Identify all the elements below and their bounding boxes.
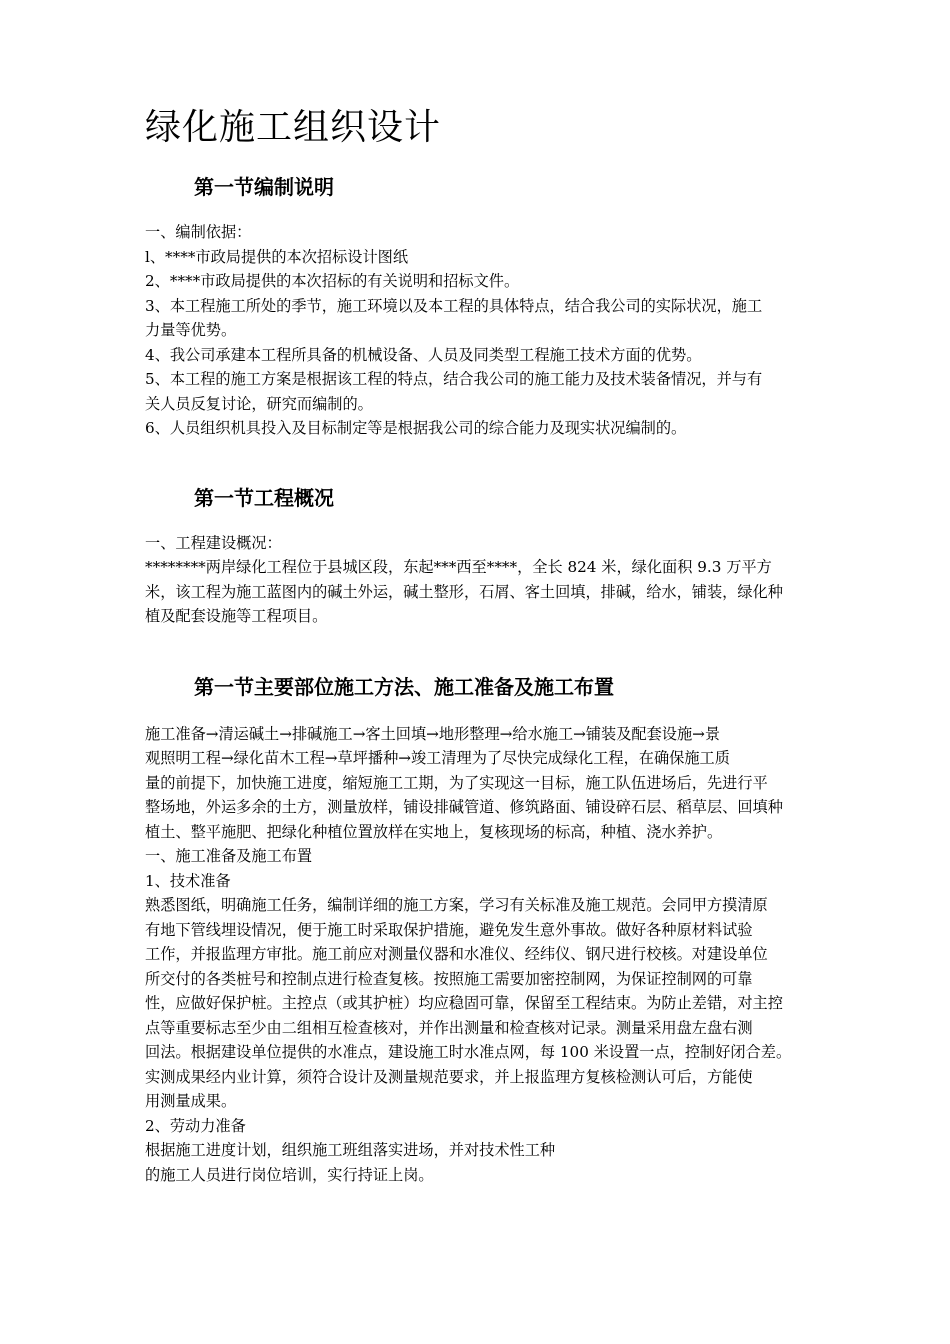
text-line: 整场地，外运多余的土方，测量放样，铺设排碱管道、修筑路面、铺设碎石层、稻草层、回填种 [145, 798, 783, 816]
text-line: 关人员反复讨论，研究而编制的。 [145, 394, 373, 413]
text-line: 回法。根据建设单位提供的水准点，建设施工时水准点网，每 100 米设置一点，控制好闭合差。 [145, 1043, 792, 1061]
text-line: 米，该工程为施工蓝图内的碱土外运，碱土整形，石屑、客土回填，排碱，给水，铺装，绿化种 [145, 582, 783, 601]
text-line: 所交付的各类桩号和控制点进行检查复核。按照施工需要加密控制网，为保证控制网的可靠 [145, 969, 753, 988]
text-line: 熟悉图纸，明确施工任务，编制详细的施工方案，学习有关标准及施工规范。会同甲方摸清原 [145, 896, 768, 914]
text-line: 一、工程建设概况： [145, 533, 282, 552]
text-line: l、****市政局提供的本次招标设计图纸 [145, 247, 409, 266]
document-body [145, 102, 825, 1187]
text-line: 5、本工程的施工方案是根据该工程的特点，结合我公司的施工能力及技术装备情况，并与有 [145, 370, 763, 388]
section-body [145, 722, 825, 1188]
text-line: 性，应做好保护桩。主控点（或其护桩）均应稳固可靠，保留至工程结束。为防止差错，对主控 [145, 994, 783, 1012]
text-line: 用测量成果。 [145, 1092, 237, 1110]
text-line: 一、编制依据： [145, 223, 252, 241]
section-body [145, 220, 825, 441]
text-line: 量的前提下，加快施工进度，缩短施工工期，为了实现这一目标，施工队伍进场后，先进行平 [145, 773, 768, 792]
text-line: 有地下管线埋设情况，便于施工时采取保护措施，避免发生意外事故。做好各种原材料试验 [145, 920, 753, 939]
text-line: 力量等优势。 [145, 321, 237, 339]
document-title: 绿化施工组织设计 [145, 107, 442, 148]
text-line: 根据施工进度计划，组织施工班组落实进场，并对技术性工种 [145, 1141, 556, 1159]
text-line: 2、****市政局提供的本次招标的有关说明和招标文件。 [145, 272, 520, 290]
text-line: 1、技术准备 [145, 871, 231, 890]
text-line: 的施工人员进行岗位培训，实行持证上岗。 [145, 1165, 434, 1184]
section-body [145, 531, 825, 629]
text-line: 植土、整平施肥、把绿化种植位置放样在实地上，复核现场的标高，种植、浇水养护。 [145, 822, 723, 841]
text-line: ********两岸绿化工程位于县城区段，东起***西至****，全长 824 米，绿化面积 9.3 万平方 [145, 558, 772, 576]
text-line: 4、我公司承建本工程所具备的机械设备、人员及同类型工程施工技术方面的优势。 [145, 345, 702, 364]
text-line: 植及配套设施等工程项目。 [145, 607, 328, 625]
text-line: 观照明工程→绿化苗木工程→草坪播种→竣工清理为了尽快完成绿化工程，在确保施工质 [145, 749, 730, 767]
section-heading: 第一节工程概况 [194, 485, 334, 510]
text-line: 一、施工准备及施工布置 [145, 847, 313, 865]
text-line: 3、本工程施工所处的季节，施工环境以及本工程的具体特点，结合我公司的实际状况，施工 [145, 296, 763, 315]
text-line: 施工准备→清运碱土→排碱施工→客土回填→地形整理→给水施工→铺装及配套设施→景 [145, 724, 721, 743]
text-line: 工作，并报监理方审批。施工前应对测量仪器和水准仪、经纬仪、钢尺进行校核。对建设单位 [145, 945, 768, 963]
text-line: 2、劳动力准备 [145, 1116, 246, 1135]
section-heading: 第一节编制说明 [194, 175, 334, 199]
section-heading: 第一节主要部位施工方法、施工准备及施工布置 [194, 674, 614, 699]
text-line: 点等重要标志至少由二组相互检查核对，并作出测量和检查核对记录。测量采用盘左盘右测 [145, 1018, 753, 1037]
text-line: 实测成果经内业计算，须符合设计及测量规范要求，并上报监理方复核检测认可后，方能使 [145, 1067, 753, 1086]
text-line: 6、人员组织机具投入及目标制定等是根据我公司的综合能力及现实状况编制的。 [145, 419, 687, 437]
